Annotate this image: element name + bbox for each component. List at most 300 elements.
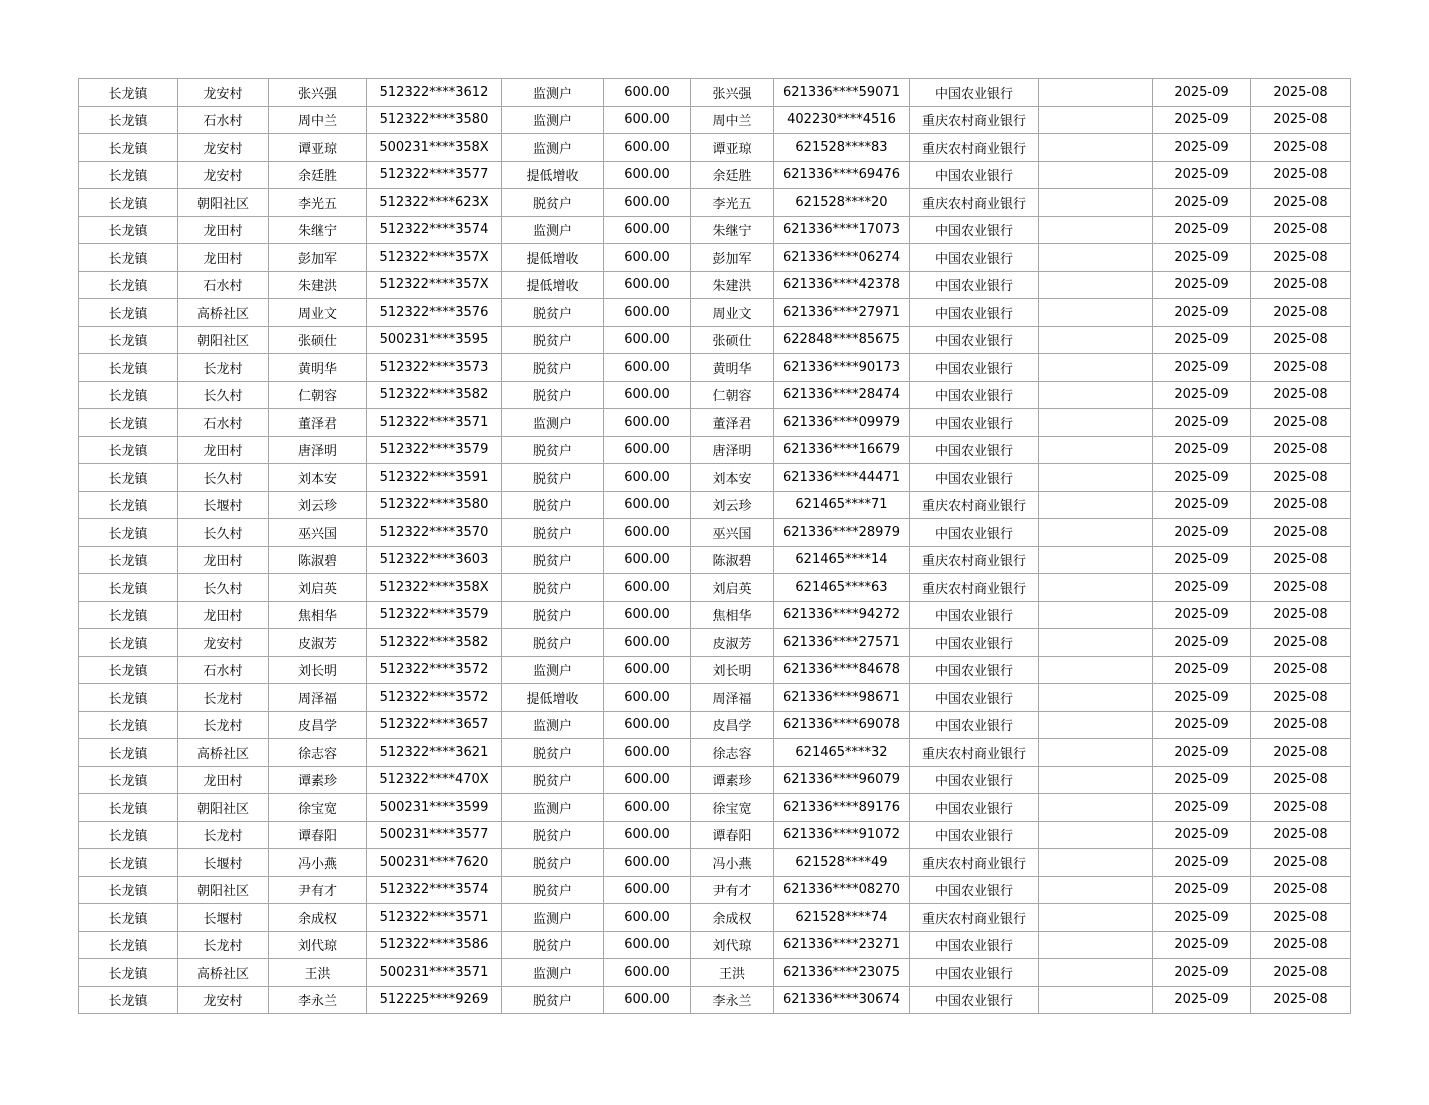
account-number-cell: 621336****90173 <box>774 354 910 382</box>
name-cell: 张兴强 <box>269 79 367 107</box>
amount-cell: 600.00 <box>604 794 691 822</box>
account-number-cell: 621336****96079 <box>774 766 910 794</box>
table-row <box>79 464 1351 492</box>
blank-cell <box>1039 766 1153 794</box>
id-number-cell: 512322****3580 <box>367 106 502 134</box>
table-row <box>79 381 1351 409</box>
bank-cell: 中国农业银行 <box>910 959 1039 987</box>
issue-month-cell: 2025-09 <box>1153 216 1251 244</box>
account-number-cell: 621528****20 <box>774 189 910 217</box>
account-number-cell: 621336****23075 <box>774 959 910 987</box>
issue-month-cell: 2025-09 <box>1153 299 1251 327</box>
blank-cell <box>1039 546 1153 574</box>
issue-month-cell: 2025-09 <box>1153 904 1251 932</box>
account-holder-cell: 徐志容 <box>691 739 774 767</box>
period-month-cell: 2025-08 <box>1251 106 1351 134</box>
amount-cell: 600.00 <box>604 849 691 877</box>
name-cell: 唐泽明 <box>269 436 367 464</box>
village-cell: 长龙村 <box>178 711 269 739</box>
table-row <box>79 766 1351 794</box>
id-number-cell: 512322****3576 <box>367 299 502 327</box>
account-number-cell: 621336****30674 <box>774 986 910 1014</box>
village-cell: 朝阳社区 <box>178 326 269 354</box>
amount-cell: 600.00 <box>604 876 691 904</box>
id-number-cell: 512322****3572 <box>367 684 502 712</box>
town-cell: 长龙镇 <box>79 546 178 574</box>
issue-month-cell: 2025-09 <box>1153 684 1251 712</box>
name-cell: 徐宝宽 <box>269 794 367 822</box>
village-cell: 龙安村 <box>178 986 269 1014</box>
bank-cell: 中国农业银行 <box>910 794 1039 822</box>
account-holder-cell: 余成权 <box>691 904 774 932</box>
issue-month-cell: 2025-09 <box>1153 766 1251 794</box>
bank-cell: 重庆农村商业银行 <box>910 904 1039 932</box>
account-number-cell: 621465****32 <box>774 739 910 767</box>
name-cell: 皮昌学 <box>269 711 367 739</box>
table-row <box>79 519 1351 547</box>
village-cell: 龙田村 <box>178 766 269 794</box>
account-number-cell: 621465****63 <box>774 574 910 602</box>
name-cell: 张硕仕 <box>269 326 367 354</box>
table-row <box>79 326 1351 354</box>
account-holder-cell: 李永兰 <box>691 986 774 1014</box>
table-row <box>79 794 1351 822</box>
village-cell: 朝阳社区 <box>178 876 269 904</box>
village-cell: 长久村 <box>178 519 269 547</box>
category-cell: 监测户 <box>502 79 604 107</box>
town-cell: 长龙镇 <box>79 739 178 767</box>
issue-month-cell: 2025-09 <box>1153 134 1251 162</box>
name-cell: 尹有才 <box>269 876 367 904</box>
town-cell: 长龙镇 <box>79 189 178 217</box>
issue-month-cell: 2025-09 <box>1153 326 1251 354</box>
table-row <box>79 684 1351 712</box>
name-cell: 余成权 <box>269 904 367 932</box>
amount-cell: 600.00 <box>604 354 691 382</box>
bank-cell: 中国农业银行 <box>910 876 1039 904</box>
id-number-cell: 512322****3579 <box>367 601 502 629</box>
village-cell: 长久村 <box>178 381 269 409</box>
bank-cell: 重庆农村商业银行 <box>910 546 1039 574</box>
town-cell: 长龙镇 <box>79 876 178 904</box>
period-month-cell: 2025-08 <box>1251 574 1351 602</box>
town-cell: 长龙镇 <box>79 574 178 602</box>
account-holder-cell: 余廷胜 <box>691 161 774 189</box>
account-number-cell: 621336****28979 <box>774 519 910 547</box>
amount-cell: 600.00 <box>604 216 691 244</box>
id-number-cell: 512322****470X <box>367 766 502 794</box>
period-month-cell: 2025-08 <box>1251 711 1351 739</box>
bank-cell: 重庆农村商业银行 <box>910 134 1039 162</box>
category-cell: 脱贫户 <box>502 436 604 464</box>
bank-cell: 中国农业银行 <box>910 711 1039 739</box>
issue-month-cell: 2025-09 <box>1153 106 1251 134</box>
town-cell: 长龙镇 <box>79 766 178 794</box>
amount-cell: 600.00 <box>604 464 691 492</box>
village-cell: 长堰村 <box>178 491 269 519</box>
account-holder-cell: 冯小燕 <box>691 849 774 877</box>
table-row <box>79 656 1351 684</box>
town-cell: 长龙镇 <box>79 436 178 464</box>
name-cell: 巫兴国 <box>269 519 367 547</box>
period-month-cell: 2025-08 <box>1251 299 1351 327</box>
period-month-cell: 2025-08 <box>1251 986 1351 1014</box>
account-number-cell: 621336****08270 <box>774 876 910 904</box>
village-cell: 长龙村 <box>178 354 269 382</box>
account-holder-cell: 徐宝宽 <box>691 794 774 822</box>
id-number-cell: 500231****7620 <box>367 849 502 877</box>
account-holder-cell: 朱建洪 <box>691 271 774 299</box>
amount-cell: 600.00 <box>604 106 691 134</box>
village-cell: 龙田村 <box>178 244 269 272</box>
issue-month-cell: 2025-09 <box>1153 794 1251 822</box>
category-cell: 脱贫户 <box>502 464 604 492</box>
account-number-cell: 621336****09979 <box>774 409 910 437</box>
issue-month-cell: 2025-09 <box>1153 409 1251 437</box>
bank-cell: 中国农业银行 <box>910 354 1039 382</box>
name-cell: 谭素珍 <box>269 766 367 794</box>
bank-cell: 中国农业银行 <box>910 629 1039 657</box>
table-row <box>79 849 1351 877</box>
id-number-cell: 512322****3570 <box>367 519 502 547</box>
bank-cell: 中国农业银行 <box>910 161 1039 189</box>
issue-month-cell: 2025-09 <box>1153 986 1251 1014</box>
account-holder-cell: 唐泽明 <box>691 436 774 464</box>
category-cell: 脱贫户 <box>502 601 604 629</box>
id-number-cell: 512322****357X <box>367 244 502 272</box>
id-number-cell: 512322****3603 <box>367 546 502 574</box>
amount-cell: 600.00 <box>604 821 691 849</box>
name-cell: 朱建洪 <box>269 271 367 299</box>
town-cell: 长龙镇 <box>79 491 178 519</box>
village-cell: 石水村 <box>178 106 269 134</box>
id-number-cell: 512322****3586 <box>367 931 502 959</box>
account-holder-cell: 刘代琼 <box>691 931 774 959</box>
town-cell: 长龙镇 <box>79 409 178 437</box>
table-row <box>79 491 1351 519</box>
bank-cell: 重庆农村商业银行 <box>910 849 1039 877</box>
blank-cell <box>1039 354 1153 382</box>
period-month-cell: 2025-08 <box>1251 134 1351 162</box>
account-holder-cell: 彭加军 <box>691 244 774 272</box>
account-holder-cell: 朱继宁 <box>691 216 774 244</box>
account-holder-cell: 张兴强 <box>691 79 774 107</box>
amount-cell: 600.00 <box>604 904 691 932</box>
table-row <box>79 711 1351 739</box>
amount-cell: 600.00 <box>604 271 691 299</box>
village-cell: 石水村 <box>178 271 269 299</box>
id-number-cell: 512322****3577 <box>367 161 502 189</box>
category-cell: 脱贫户 <box>502 574 604 602</box>
blank-cell <box>1039 491 1153 519</box>
account-holder-cell: 皮淑芳 <box>691 629 774 657</box>
category-cell: 脱贫户 <box>502 821 604 849</box>
village-cell: 石水村 <box>178 656 269 684</box>
name-cell: 李永兰 <box>269 986 367 1014</box>
id-number-cell: 500231****3571 <box>367 959 502 987</box>
amount-cell: 600.00 <box>604 244 691 272</box>
name-cell: 刘启英 <box>269 574 367 602</box>
account-number-cell: 621528****49 <box>774 849 910 877</box>
town-cell: 长龙镇 <box>79 354 178 382</box>
village-cell: 朝阳社区 <box>178 189 269 217</box>
period-month-cell: 2025-08 <box>1251 794 1351 822</box>
account-number-cell: 621336****94272 <box>774 601 910 629</box>
issue-month-cell: 2025-09 <box>1153 959 1251 987</box>
id-number-cell: 512225****9269 <box>367 986 502 1014</box>
issue-month-cell: 2025-09 <box>1153 574 1251 602</box>
town-cell: 长龙镇 <box>79 959 178 987</box>
id-number-cell: 500231****358X <box>367 134 502 162</box>
account-number-cell: 621336****23271 <box>774 931 910 959</box>
category-cell: 监测户 <box>502 711 604 739</box>
bank-cell: 中国农业银行 <box>910 409 1039 437</box>
town-cell: 长龙镇 <box>79 79 178 107</box>
account-holder-cell: 周泽福 <box>691 684 774 712</box>
period-month-cell: 2025-08 <box>1251 491 1351 519</box>
village-cell: 朝阳社区 <box>178 794 269 822</box>
category-cell: 监测户 <box>502 106 604 134</box>
bank-cell: 重庆农村商业银行 <box>910 491 1039 519</box>
issue-month-cell: 2025-09 <box>1153 244 1251 272</box>
name-cell: 冯小燕 <box>269 849 367 877</box>
amount-cell: 600.00 <box>604 189 691 217</box>
table-body <box>79 79 1351 1014</box>
amount-cell: 600.00 <box>604 656 691 684</box>
village-cell: 长堰村 <box>178 849 269 877</box>
table-row <box>79 876 1351 904</box>
name-cell: 周泽福 <box>269 684 367 712</box>
period-month-cell: 2025-08 <box>1251 931 1351 959</box>
bank-cell: 中国农业银行 <box>910 326 1039 354</box>
blank-cell <box>1039 904 1153 932</box>
issue-month-cell: 2025-09 <box>1153 381 1251 409</box>
account-holder-cell: 李光五 <box>691 189 774 217</box>
name-cell: 仁朝容 <box>269 381 367 409</box>
account-holder-cell: 谭素珍 <box>691 766 774 794</box>
category-cell: 脱贫户 <box>502 739 604 767</box>
id-number-cell: 512322****3591 <box>367 464 502 492</box>
issue-month-cell: 2025-09 <box>1153 876 1251 904</box>
period-month-cell: 2025-08 <box>1251 326 1351 354</box>
account-holder-cell: 陈淑碧 <box>691 546 774 574</box>
town-cell: 长龙镇 <box>79 134 178 162</box>
table-row <box>79 271 1351 299</box>
period-month-cell: 2025-08 <box>1251 436 1351 464</box>
account-number-cell: 621336****59071 <box>774 79 910 107</box>
issue-month-cell: 2025-09 <box>1153 79 1251 107</box>
id-number-cell: 512322****3574 <box>367 876 502 904</box>
id-number-cell: 512322****3571 <box>367 904 502 932</box>
blank-cell <box>1039 986 1153 1014</box>
village-cell: 长龙村 <box>178 684 269 712</box>
id-number-cell: 512322****3582 <box>367 381 502 409</box>
name-cell: 余廷胜 <box>269 161 367 189</box>
period-month-cell: 2025-08 <box>1251 519 1351 547</box>
town-cell: 长龙镇 <box>79 821 178 849</box>
name-cell: 刘长明 <box>269 656 367 684</box>
period-month-cell: 2025-08 <box>1251 766 1351 794</box>
account-number-cell: 621336****16679 <box>774 436 910 464</box>
issue-month-cell: 2025-09 <box>1153 436 1251 464</box>
blank-cell <box>1039 244 1153 272</box>
blank-cell <box>1039 959 1153 987</box>
village-cell: 石水村 <box>178 409 269 437</box>
name-cell: 谭亚琼 <box>269 134 367 162</box>
table-row <box>79 409 1351 437</box>
name-cell: 朱继宁 <box>269 216 367 244</box>
category-cell: 脱贫户 <box>502 299 604 327</box>
table-row <box>79 161 1351 189</box>
period-month-cell: 2025-08 <box>1251 409 1351 437</box>
id-number-cell: 512322****3582 <box>367 629 502 657</box>
town-cell: 长龙镇 <box>79 106 178 134</box>
village-cell: 长龙村 <box>178 821 269 849</box>
issue-month-cell: 2025-09 <box>1153 739 1251 767</box>
category-cell: 脱贫户 <box>502 491 604 519</box>
issue-month-cell: 2025-09 <box>1153 821 1251 849</box>
blank-cell <box>1039 656 1153 684</box>
period-month-cell: 2025-08 <box>1251 821 1351 849</box>
category-cell: 脱贫户 <box>502 381 604 409</box>
bank-cell: 中国农业银行 <box>910 684 1039 712</box>
account-number-cell: 621336****98671 <box>774 684 910 712</box>
account-holder-cell: 王洪 <box>691 959 774 987</box>
blank-cell <box>1039 629 1153 657</box>
name-cell: 皮淑芳 <box>269 629 367 657</box>
account-holder-cell: 谭亚琼 <box>691 134 774 162</box>
amount-cell: 600.00 <box>604 491 691 519</box>
bank-cell: 中国农业银行 <box>910 601 1039 629</box>
table-row <box>79 739 1351 767</box>
amount-cell: 600.00 <box>604 766 691 794</box>
account-number-cell: 621336****42378 <box>774 271 910 299</box>
id-number-cell: 512322****3580 <box>367 491 502 519</box>
village-cell: 高桥社区 <box>178 299 269 327</box>
blank-cell <box>1039 409 1153 437</box>
period-month-cell: 2025-08 <box>1251 959 1351 987</box>
blank-cell <box>1039 381 1153 409</box>
bank-cell: 重庆农村商业银行 <box>910 739 1039 767</box>
category-cell: 监测户 <box>502 959 604 987</box>
town-cell: 长龙镇 <box>79 464 178 492</box>
id-number-cell: 512322****3621 <box>367 739 502 767</box>
village-cell: 龙安村 <box>178 161 269 189</box>
issue-month-cell: 2025-09 <box>1153 656 1251 684</box>
village-cell: 龙安村 <box>178 79 269 107</box>
town-cell: 长龙镇 <box>79 656 178 684</box>
amount-cell: 600.00 <box>604 299 691 327</box>
table-row <box>79 959 1351 987</box>
id-number-cell: 512322****3579 <box>367 436 502 464</box>
category-cell: 监测户 <box>502 656 604 684</box>
id-number-cell: 512322****3573 <box>367 354 502 382</box>
category-cell: 脱贫户 <box>502 931 604 959</box>
category-cell: 监测户 <box>502 794 604 822</box>
category-cell: 脱贫户 <box>502 986 604 1014</box>
town-cell: 长龙镇 <box>79 244 178 272</box>
bank-cell: 中国农业银行 <box>910 821 1039 849</box>
period-month-cell: 2025-08 <box>1251 161 1351 189</box>
issue-month-cell: 2025-09 <box>1153 271 1251 299</box>
village-cell: 长久村 <box>178 574 269 602</box>
table-row <box>79 546 1351 574</box>
amount-cell: 600.00 <box>604 601 691 629</box>
issue-month-cell: 2025-09 <box>1153 354 1251 382</box>
amount-cell: 600.00 <box>604 739 691 767</box>
village-cell: 龙安村 <box>178 134 269 162</box>
account-number-cell: 621336****44471 <box>774 464 910 492</box>
period-month-cell: 2025-08 <box>1251 904 1351 932</box>
issue-month-cell: 2025-09 <box>1153 849 1251 877</box>
blank-cell <box>1039 271 1153 299</box>
table-row <box>79 134 1351 162</box>
table-row <box>79 299 1351 327</box>
blank-cell <box>1039 79 1153 107</box>
blank-cell <box>1039 601 1153 629</box>
account-number-cell: 621336****17073 <box>774 216 910 244</box>
village-cell: 长堰村 <box>178 904 269 932</box>
account-holder-cell: 黄明华 <box>691 354 774 382</box>
bank-cell: 中国农业银行 <box>910 299 1039 327</box>
town-cell: 长龙镇 <box>79 216 178 244</box>
account-holder-cell: 巫兴国 <box>691 519 774 547</box>
table-row <box>79 436 1351 464</box>
village-cell: 龙安村 <box>178 629 269 657</box>
period-month-cell: 2025-08 <box>1251 546 1351 574</box>
table-row <box>79 931 1351 959</box>
name-cell: 刘代琼 <box>269 931 367 959</box>
category-cell: 提低增收 <box>502 684 604 712</box>
blank-cell <box>1039 849 1153 877</box>
blank-cell <box>1039 684 1153 712</box>
period-month-cell: 2025-08 <box>1251 189 1351 217</box>
village-cell: 高桥社区 <box>178 959 269 987</box>
name-cell: 董泽君 <box>269 409 367 437</box>
amount-cell: 600.00 <box>604 546 691 574</box>
table-row <box>79 216 1351 244</box>
bank-cell: 中国农业银行 <box>910 244 1039 272</box>
account-number-cell: 621465****14 <box>774 546 910 574</box>
issue-month-cell: 2025-09 <box>1153 931 1251 959</box>
name-cell: 彭加军 <box>269 244 367 272</box>
category-cell: 脱贫户 <box>502 546 604 574</box>
period-month-cell: 2025-08 <box>1251 464 1351 492</box>
id-number-cell: 512322****358X <box>367 574 502 602</box>
table-row <box>79 821 1351 849</box>
id-number-cell: 512322****357X <box>367 271 502 299</box>
category-cell: 提低增收 <box>502 271 604 299</box>
blank-cell <box>1039 216 1153 244</box>
period-month-cell: 2025-08 <box>1251 739 1351 767</box>
blank-cell <box>1039 189 1153 217</box>
name-cell: 谭春阳 <box>269 821 367 849</box>
category-cell: 脱贫户 <box>502 519 604 547</box>
village-cell: 龙田村 <box>178 546 269 574</box>
account-number-cell: 621336****69476 <box>774 161 910 189</box>
period-month-cell: 2025-08 <box>1251 601 1351 629</box>
bank-cell: 中国农业银行 <box>910 216 1039 244</box>
town-cell: 长龙镇 <box>79 601 178 629</box>
blank-cell <box>1039 161 1153 189</box>
table-row <box>79 629 1351 657</box>
category-cell: 监测户 <box>502 134 604 162</box>
id-number-cell: 512322****3574 <box>367 216 502 244</box>
blank-cell <box>1039 326 1153 354</box>
blank-cell <box>1039 931 1153 959</box>
table-row <box>79 244 1351 272</box>
town-cell: 长龙镇 <box>79 931 178 959</box>
